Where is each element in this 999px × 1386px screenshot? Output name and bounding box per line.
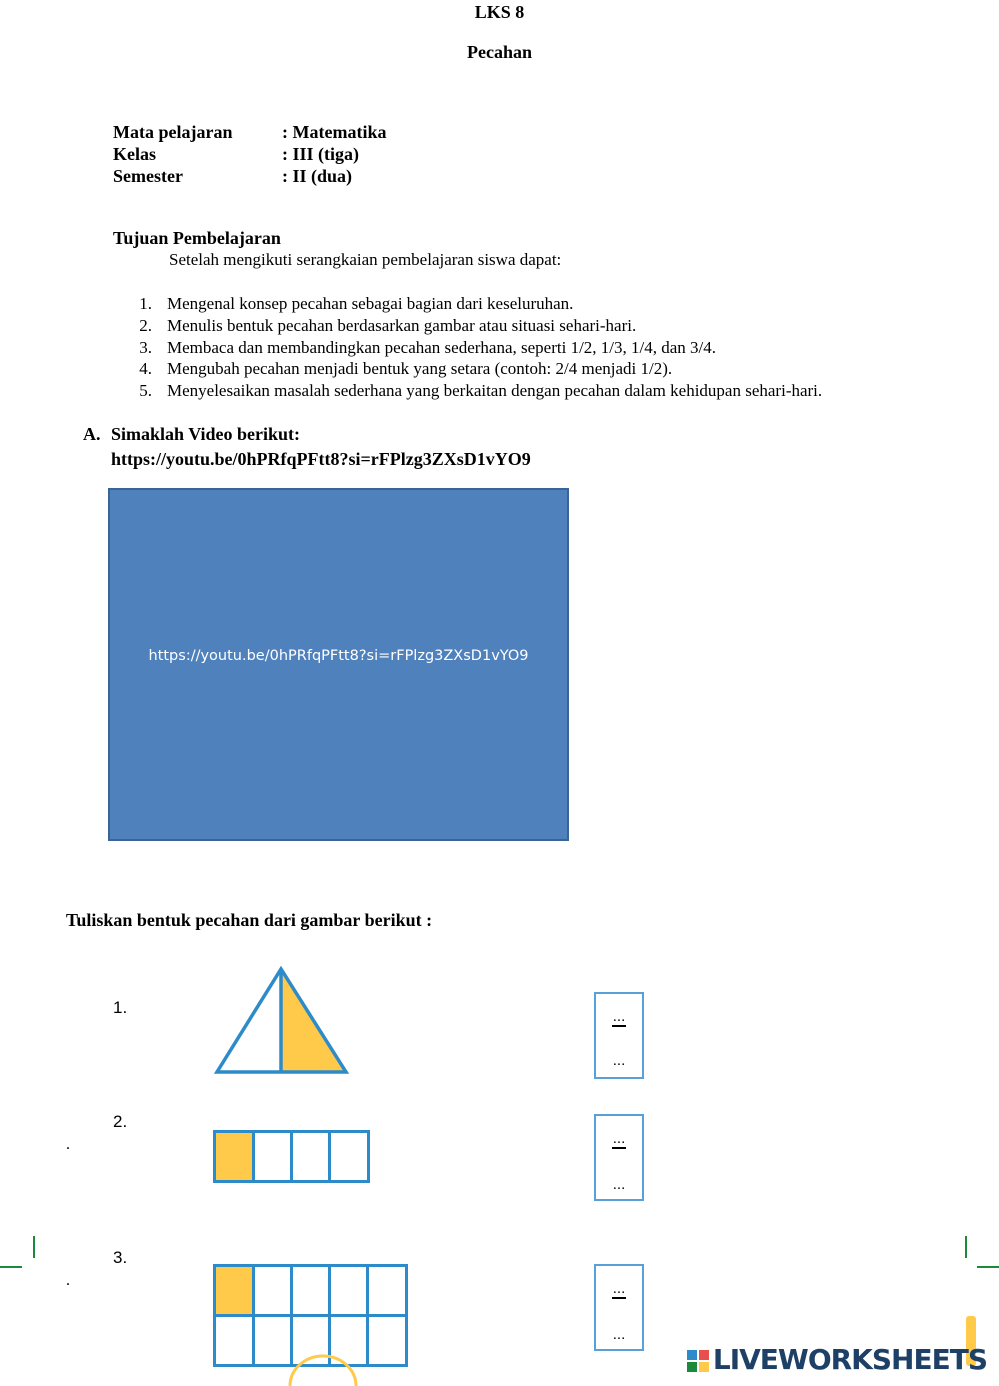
info-value-subject: : Matematika [282,122,387,142]
video-link-overlay[interactable]: https://youtu.be/0hPRfqPFtt8?si=rFPlzg3ZXsD1vYO9 [148,648,529,664]
bar-cell-filled [213,1130,255,1183]
answer-denominator[interactable]: ... [612,1326,626,1343]
grid-cell [328,1264,369,1317]
objective-number: 3. [139,338,152,357]
info-value-class: : III (tiga) [282,144,359,164]
objective-number: 5. [139,381,152,400]
info-label-semester: Semester [113,166,183,186]
corner-mark [33,1236,35,1258]
objective-item: Membaca dan membandingkan pecahan sederhana, seperti 1/2, 1/3, 1/4, dan 3/4. [167,338,717,357]
objective-number: 2. [139,316,152,335]
bar-cell [252,1130,293,1183]
grid-cell [366,1264,408,1317]
grid-cell [252,1264,293,1317]
question-number: 3. [113,1248,128,1267]
answer-numerator[interactable]: ... [612,1280,626,1297]
grid-cell [290,1264,331,1317]
stray-dot: . [66,1136,70,1153]
section-a-heading: Simaklah Video berikut: [111,424,301,444]
objective-item: Mengubah pecahan menjadi bentuk yang setara (contoh: 2/4 menjadi 1/2). [167,359,673,378]
answer-box-2[interactable] [594,1114,644,1201]
info-label-subject: Mata pelajaran [113,122,233,142]
bar-figure [213,1130,370,1183]
logo-squares-icon [687,1350,709,1372]
section-a-letter: A. [83,424,101,444]
objectives-intro: Setelah mengikuti serangkaian pembelajaran siswa dapat: [169,250,562,269]
answer-denominator[interactable]: ... [612,1052,626,1069]
exercise-instruction: Tuliskan bentuk pecahan dari gambar berikut : [66,910,433,930]
corner-mark [977,1266,999,1268]
liveworksheets-logo [687,1343,987,1376]
answer-denominator[interactable]: ... [612,1176,626,1193]
grid-cell-filled [213,1264,255,1317]
worksheet-subtitle: Pecahan [467,42,532,62]
answer-numerator[interactable]: ... [612,1008,626,1025]
objective-item: Menyelesaikan masalah sederhana yang berkaitan dengan pecahan dalam kehidupan sehari-hari. [167,381,823,400]
logo-text: LIVEWORKSHEETS [712,1343,987,1376]
objective-item: Mengenal konsep pecahan sebagai bagian dari keseluruhan. [167,294,574,313]
answer-box-1[interactable] [594,992,644,1079]
corner-mark [965,1236,967,1258]
grid-figure [213,1264,408,1367]
question-number: 1. [113,998,128,1017]
bar-cell [290,1130,331,1183]
objective-number: 1. [139,294,152,313]
triangle-figure [214,966,350,1076]
bar-cell [328,1130,370,1183]
question-number: 2. [113,1112,128,1131]
grid-cell [213,1314,255,1367]
objectives-heading: Tujuan Pembelajaran [113,228,281,248]
grid-cell [366,1314,408,1367]
answer-box-3[interactable] [594,1264,644,1351]
objective-item: Menulis bentuk pecahan berdasarkan gambar atau situasi sehari-hari. [167,316,637,335]
info-label-class: Kelas [113,144,156,164]
video-link[interactable]: https://youtu.be/0hPRfqPFtt8?si=rFPlzg3ZXsD1vYO9 [111,449,531,469]
worksheet-title: LKS 8 [474,2,525,22]
corner-mark [0,1266,22,1268]
video-player[interactable] [108,488,569,841]
objective-number: 4. [139,359,152,378]
info-value-semester: : II (dua) [282,166,353,186]
stray-dot: . [66,1272,70,1289]
partial-circle-figure [286,1354,360,1386]
answer-numerator[interactable]: ... [612,1130,626,1147]
